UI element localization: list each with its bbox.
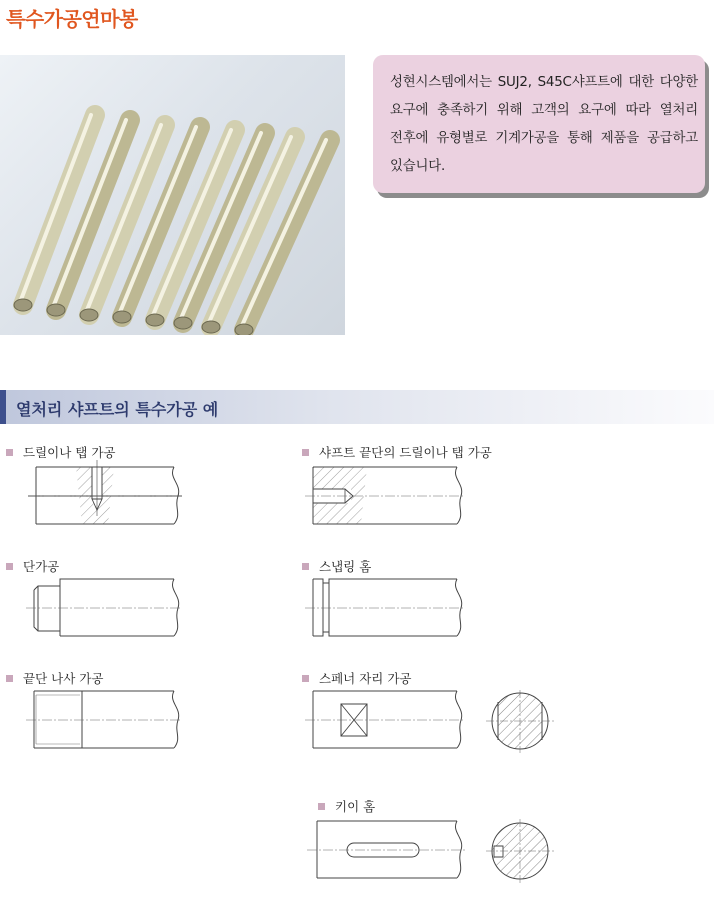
shaft-end bbox=[47, 304, 65, 316]
bullet-icon bbox=[6, 675, 13, 682]
intro-text: 성현시스템에서는 SUJ2, S45C샤프트에 대한 다양한 요구에 충족하기 위해 고객의 요구에 따라 열처리 전후에 유형별로 기계가공을 통해 제품을 공급하고 있습니다. bbox=[390, 75, 698, 174]
shaft-end bbox=[146, 314, 164, 326]
drawing-key-groove bbox=[305, 820, 467, 882]
item-label-end-drill-tap: 샤프트 끝단의 드릴이나 탭 가공 bbox=[302, 443, 492, 461]
section-accent bbox=[0, 390, 6, 424]
page-title: 특수가공연마봉 bbox=[6, 7, 138, 31]
bullet-icon bbox=[6, 563, 13, 570]
item-label-step: 단가공 bbox=[6, 557, 59, 575]
drawing-step bbox=[22, 578, 184, 640]
shaft-end bbox=[14, 299, 32, 311]
shaft-end bbox=[174, 317, 192, 329]
shaft-end bbox=[113, 311, 131, 323]
bullet-icon bbox=[302, 675, 309, 682]
section-header bbox=[0, 390, 714, 424]
item-label-drill-tap: 드릴이나 탭 가공 bbox=[6, 443, 115, 461]
section-title: 열처리 샤프트의 특수가공 예 bbox=[16, 400, 219, 419]
shafts-photo bbox=[0, 55, 345, 335]
item-label-key-groove: 키이 홈 bbox=[318, 797, 375, 815]
shaft-end bbox=[80, 309, 98, 321]
drawing-drill-tap bbox=[22, 466, 184, 528]
drawing-snap-ring bbox=[305, 578, 467, 640]
drawing-end-thread bbox=[22, 690, 184, 752]
bullet-icon bbox=[318, 803, 325, 810]
shaft-end bbox=[235, 324, 253, 335]
bullet-icon bbox=[302, 563, 309, 570]
drawing-end-drill-tap bbox=[305, 466, 467, 528]
item-label-snap-ring: 스냅링 홈 bbox=[302, 557, 371, 575]
shaft-highlight bbox=[19, 115, 91, 305]
intro-box bbox=[373, 55, 705, 193]
bullet-icon bbox=[302, 449, 309, 456]
drawing-key-section bbox=[484, 818, 556, 884]
item-label-spanner-flat: 스페너 자리 가공 bbox=[302, 669, 411, 687]
shafts-illustration bbox=[0, 55, 345, 335]
bullet-icon bbox=[6, 449, 13, 456]
drawing-spanner-flat bbox=[305, 690, 467, 752]
item-label-end-thread: 끝단 나사 가공 bbox=[6, 669, 103, 687]
shaft-end bbox=[202, 321, 220, 333]
drawing-spanner-section bbox=[484, 690, 556, 754]
